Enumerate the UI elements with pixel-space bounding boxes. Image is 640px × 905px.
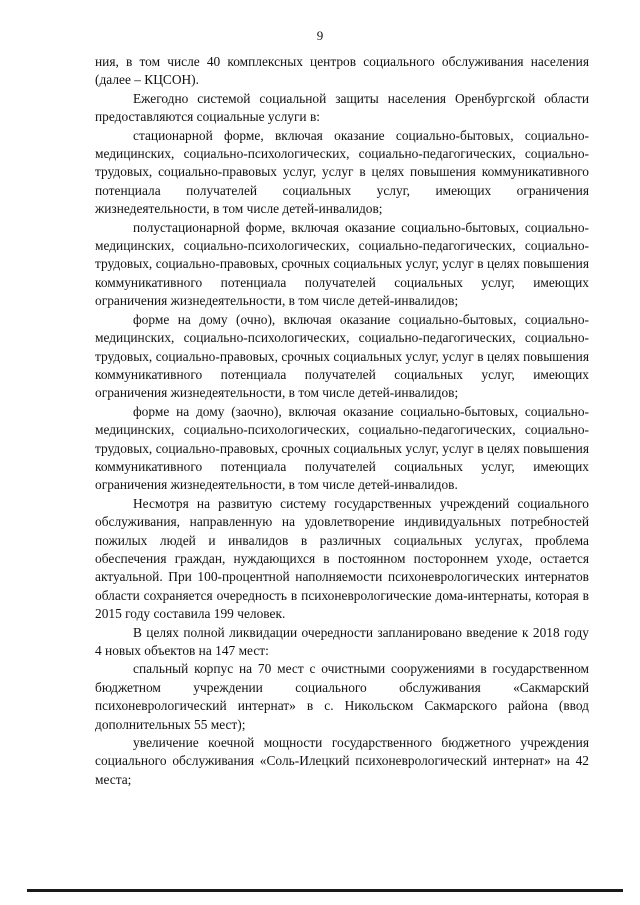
document-body (95, 53, 589, 789)
paragraph-3: стационарной форме, включая оказание социально-бытовых, социально-медицинских, социально-психологических, социально-педагогических, социально-трудовых, социально-правовых услуг, услуг в целях повышения коммуникативного потенциала получателей социальных услуг, имеющих ограничения жизнедеятельности, в том числе детей-инвалидов; (95, 127, 589, 217)
page-number: 9 (316, 28, 324, 43)
paragraph-7: Несмотря на развитую систему государственных учреждений социального обслуживания, направленную на удовлетворение индивидуальных потребностей пожилых людей и инвалидов в различных социальных услугах, проблема обеспечения граждан, нуждающихся в постоянном постороннем уходе, остается актуальной. При 100-процентной наполняемости психоневрологических интернатов области сохраняется очередность в психоневрологические дома-интернаты, которая в 2015 году составила 199 человек. (95, 495, 589, 622)
paragraph-5: форме на дому (очно), включая оказание социально-бытовых, социально-медицинских, социально-психологических, социально-педагогических, социально-трудовых, социально-правовых, срочных социальных услуг, услуг в целях повышения коммуникативного потенциала получателей социальных услуг, имеющих ограничения жизнедеятельности, в том числе детей-инвалидов; (95, 311, 589, 401)
paragraph-10: увеличение коечной мощности государственного бюджетного учреждения социального обслуживания «Соль-Илецкий психоневрологический интернат» на 42 места; (95, 735, 589, 787)
paragraph-9: спальный корпус на 70 мест с очистными сооружениями в государственном бюджетном учреждении социального обслуживания «Сакмарский психоневрологический интернат» в с. Никольском Сакмарского района (ввод дополнительных 55 мест); (95, 661, 589, 732)
paragraph-1: ния, в том числе 40 комплексных центров социального обслуживания населения (далее – КЦСОН). (95, 54, 589, 88)
paragraph-4: полустационарной форме, включая оказание социально-бытовых, социально-медицинских, социально-психологических, социально-педагогических, социально-трудовых, социально-правовых, срочных социальных услуг, услуг в целях повышения коммуникативного потенциала получателей социальных услуг, имеющих ограничения жизнедеятельности, в том числе детей-инвалидов; (95, 219, 589, 309)
bottom-rule (27, 889, 623, 892)
paragraph-6: форме на дому (заочно), включая оказание социально-бытовых, социально-медицинских, социально-психологических, социально-педагогических, социально-трудовых, социально-правовых, срочных социальных услуг, услуг в целях повышения коммуникативного потенциала получателей социальных услуг, имеющих ограничения жизнедеятельности, в том числе детей-инвалидов. (95, 403, 589, 493)
paragraph-8: В целях полной ликвидации очередности запланировано введение к 2018 году 4 новых объектов на 147 мест: (95, 624, 589, 658)
paragraph-2: Ежегодно системой социальной защиты населения Оренбургской области предоставляются социальные услуги в: (95, 90, 589, 125)
